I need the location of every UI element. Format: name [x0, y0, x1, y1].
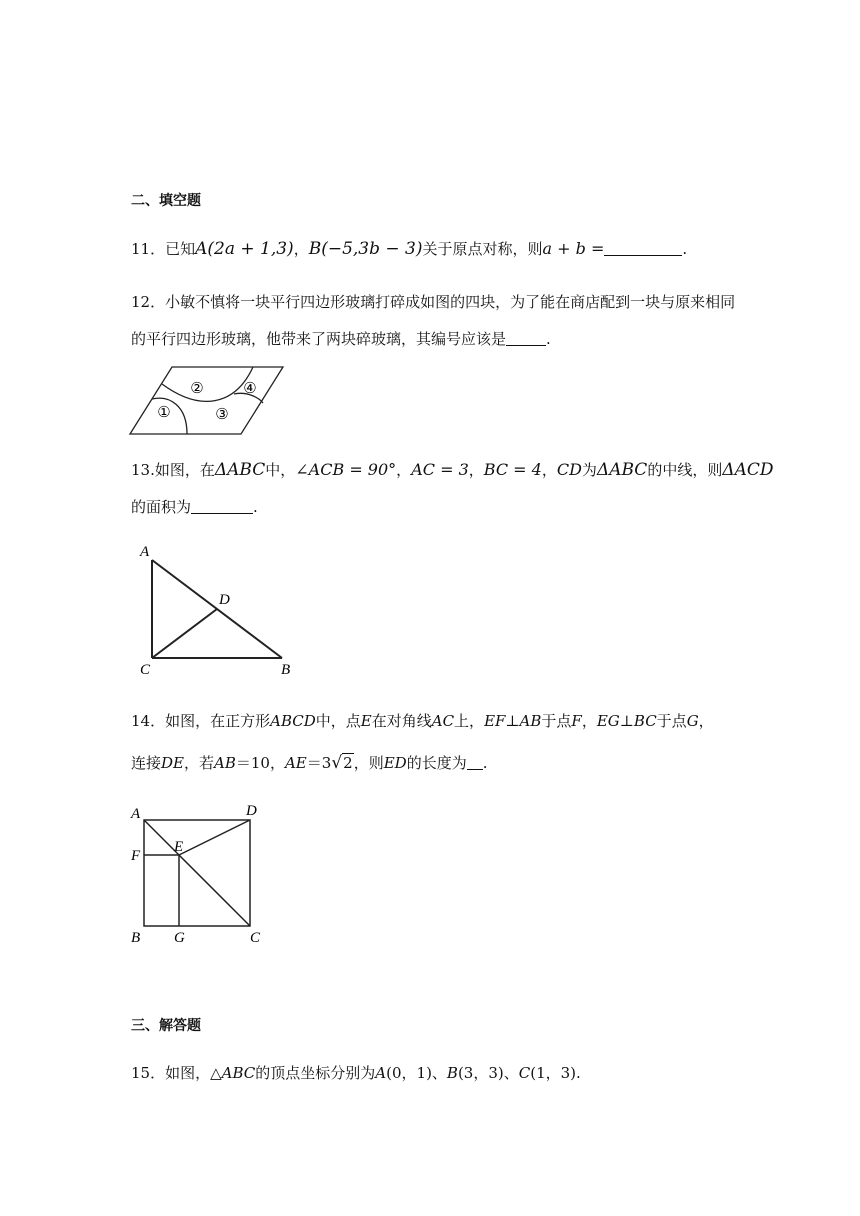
q15-coord-b: (3，3)、 — [457, 1064, 519, 1082]
segment-ed — [179, 820, 250, 855]
q11-point-a: A(2a + 1,3) — [195, 239, 294, 259]
q11-text-2: 关于原点对称，则 — [422, 240, 543, 258]
q13-triangle-abc: ΔABC — [214, 460, 266, 480]
vertex-label-a: A — [131, 806, 141, 822]
sqrt-symbol: √ — [331, 753, 343, 773]
vertex-label-d: D — [246, 803, 257, 819]
median-cd — [152, 609, 217, 658]
question-14-line-1 — [131, 710, 714, 731]
piece-label-3: ③ — [215, 407, 229, 423]
q15-text-2: 的顶点坐标分别为 — [255, 1064, 376, 1082]
q14-text-3: 在对角线 — [371, 712, 432, 730]
q13-end: . — [253, 498, 258, 516]
q14-l2-text-a: 连接 — [131, 754, 162, 772]
q13-text-4: 的中线，则 — [647, 461, 723, 479]
point-label-f: F — [131, 848, 141, 864]
q11-sep: ， — [293, 240, 309, 258]
q13-triangle-abc-2: ΔABC — [596, 460, 648, 480]
q13-comma-1: ， — [396, 461, 412, 479]
q15-text-1: 如图， — [165, 1064, 211, 1082]
q14-point-g: G — [686, 712, 699, 730]
q14-perp-2: ⊥ — [619, 712, 634, 730]
question-12-line-1: 12．小敏不慎将一块平行四边形玻璃打碎成如图的四块，为了能在商店配到一块与原来相同 — [131, 293, 736, 311]
q15-point-b: B — [446, 1064, 458, 1082]
crack-piece-2-3 — [162, 367, 253, 401]
q14-number: 14． — [131, 712, 166, 730]
q14-square: ABCD — [270, 712, 316, 730]
q15-number: 15． — [131, 1064, 166, 1082]
section-heading-answer: 三、解答题 — [131, 1018, 201, 1034]
q14-text-2: 中，点 — [315, 712, 361, 730]
q13-triangle-acd: ΔACD — [722, 460, 774, 480]
q13-bc: BC = 4 — [483, 460, 542, 479]
question-15 — [131, 1062, 581, 1083]
piece-label-4: ④ — [243, 381, 257, 397]
q13-ac: AC = 3 — [411, 460, 469, 479]
right-triangle-figure — [130, 538, 300, 683]
q14-l2-text-d: 的长度为 — [406, 754, 467, 772]
q12-line-2-text: 的平行四边形玻璃，他带来了两块碎玻璃，其编号应该是 — [131, 330, 507, 348]
q15-point-a: A — [375, 1064, 387, 1082]
diagonal-ac — [144, 820, 250, 926]
q13-text-3: 为 — [581, 461, 597, 479]
vertex-label-b: B — [131, 930, 141, 946]
vertex-label-c: C — [250, 930, 261, 946]
q11-expression: a + b = — [542, 239, 605, 258]
q14-ab-value-label: AB — [214, 754, 236, 772]
vertex-label-d: D — [219, 592, 230, 608]
q14-point-f: F — [571, 712, 582, 730]
q13-comma-2: ， — [468, 461, 484, 479]
q14-ae-value: ＝3 — [306, 754, 332, 772]
q13-text-1: 如图，在 — [154, 461, 215, 479]
q14-ef: EF — [484, 712, 506, 730]
point-label-g: G — [174, 930, 185, 946]
q14-diagonal-ac: AC — [431, 712, 455, 730]
q13-angle: ∠ACB = 90° — [295, 460, 397, 479]
q14-ed: ED — [383, 754, 407, 772]
q14-text-7: 于点 — [656, 712, 687, 730]
q12-end: . — [546, 330, 551, 348]
question-11 — [131, 238, 687, 259]
vertex-label-c: C — [140, 662, 151, 678]
q14-text-5: 于点 — [541, 712, 572, 730]
q14-text-8: ， — [698, 712, 714, 730]
section-heading-fill-in: 二、填空题 — [131, 193, 201, 209]
q14-perp-1: ⊥ — [505, 712, 520, 730]
q14-text-4: 上， — [454, 712, 485, 730]
q13-comma-3: ， — [541, 461, 557, 479]
vertex-label-b: B — [281, 662, 291, 678]
q15-point-c: C — [518, 1064, 531, 1082]
q14-bc: BC — [633, 712, 657, 730]
q11-point-b: B(−5,3b − 3) — [308, 239, 423, 259]
q14-de: DE — [161, 754, 184, 772]
q14-ae-label: AE — [284, 754, 307, 772]
question-13-line-2 — [131, 496, 258, 517]
vertex-label-a: A — [140, 544, 150, 560]
q14-eg: EG — [596, 712, 620, 730]
piece-label-1: ① — [157, 405, 171, 421]
q14-sqrt-radicand: 2 — [343, 754, 353, 772]
question-13-line-1 — [131, 459, 774, 480]
q15-triangle: △ABC — [210, 1064, 256, 1082]
q12-answer-blank[interactable] — [506, 331, 546, 346]
q14-point-e: E — [360, 712, 372, 730]
q15-coord-a: (0，1)、 — [386, 1064, 447, 1082]
q14-l2-text-b: ，若 — [184, 754, 215, 772]
q11-answer-blank[interactable] — [604, 241, 682, 256]
q14-end: . — [482, 754, 488, 772]
parallelogram-glass-figure — [125, 362, 290, 440]
q14-answer-blank[interactable] — [467, 755, 483, 770]
question-14-line-2 — [131, 752, 488, 773]
q11-text-1: 已知 — [165, 240, 196, 258]
q13-line-2-text: 的面积为 — [131, 498, 192, 516]
q15-coord-c: (1，3). — [530, 1064, 581, 1082]
piece-label-2: ② — [190, 381, 204, 397]
q13-cd: CD — [556, 460, 582, 479]
q13-answer-blank[interactable] — [191, 499, 253, 514]
square-figure — [127, 800, 277, 950]
q14-text-1: 如图，在正方形 — [165, 712, 271, 730]
q13-text-2: 中， — [265, 461, 296, 479]
q13-number: 13. — [131, 461, 155, 479]
q14-l2-text-c: ，则 — [353, 754, 384, 772]
q11-number: 11． — [131, 240, 166, 258]
question-12-line-2 — [131, 328, 551, 349]
q11-end: . — [682, 240, 688, 258]
q14-ab-value: ＝10， — [235, 754, 285, 772]
q14-ab: AB — [519, 712, 542, 730]
point-label-e: E — [174, 839, 184, 855]
q14-text-6: ， — [581, 712, 597, 730]
